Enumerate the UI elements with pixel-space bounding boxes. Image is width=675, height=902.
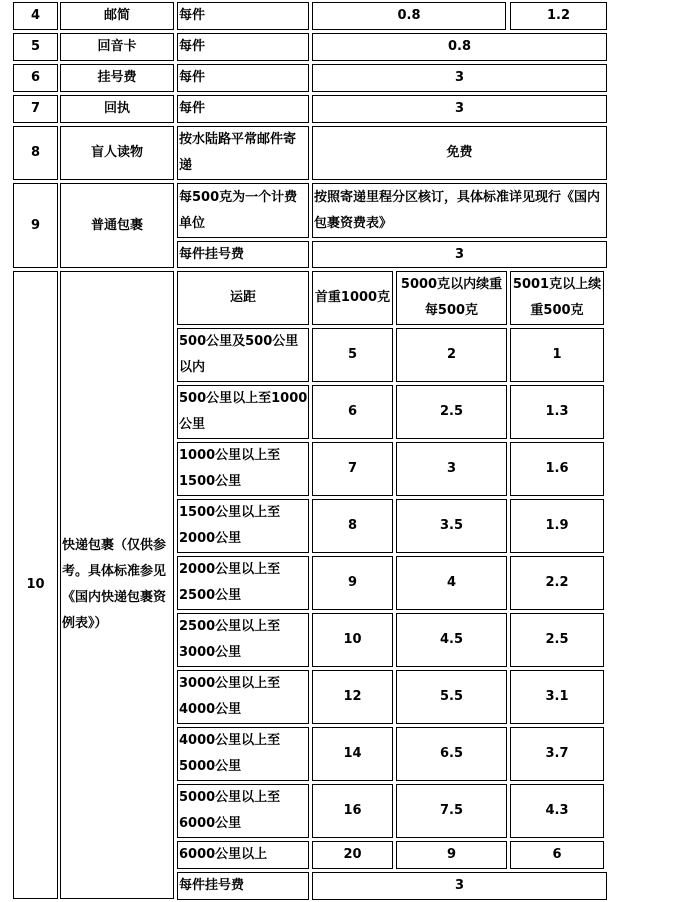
item-value bbox=[312, 95, 607, 123]
first-weight-cell bbox=[312, 670, 393, 724]
cell-text: 3000公里以上至4000公里 bbox=[179, 676, 281, 717]
cell-text: 4 bbox=[446, 575, 457, 590]
cell-text: 10 bbox=[26, 577, 45, 592]
cell-text: 1.2 bbox=[546, 8, 571, 23]
item-name bbox=[60, 183, 174, 268]
cell-text: 按水陆路平常邮件寄递 bbox=[179, 132, 297, 173]
cell-text: 1500公里以上至2000公里 bbox=[179, 505, 281, 546]
cell-text: 3 bbox=[454, 246, 465, 262]
cell-text: 5.5 bbox=[439, 689, 464, 704]
cell-text: 10 bbox=[343, 632, 362, 647]
row-number bbox=[13, 2, 58, 30]
cont5001-cell bbox=[510, 385, 604, 439]
cell-text: 每500克为一个计费单位 bbox=[179, 189, 298, 231]
cell-text: 7.5 bbox=[439, 803, 464, 818]
cell-text: 回执 bbox=[103, 101, 130, 116]
cell-text: 3 bbox=[454, 70, 465, 85]
cell-text: 6.5 bbox=[439, 746, 464, 761]
cont5001-cell bbox=[510, 613, 604, 667]
cont5001-cell bbox=[510, 670, 604, 724]
cell-text: 2500公里以上至3000公里 bbox=[179, 619, 281, 660]
cell-text: 3 bbox=[454, 101, 465, 116]
cell-text: 免费 bbox=[446, 145, 473, 160]
cell-text: 0.8 bbox=[447, 39, 472, 54]
cell-text: 0.8 bbox=[397, 8, 421, 23]
cell-text: 1.3 bbox=[545, 404, 569, 419]
cont5000-cell bbox=[396, 385, 507, 439]
cell-text: 7 bbox=[30, 101, 41, 116]
header-distance bbox=[177, 271, 309, 325]
distance-cell bbox=[177, 784, 309, 838]
row-number bbox=[13, 183, 58, 268]
cont5000-cell bbox=[396, 727, 507, 781]
cont5000-cell bbox=[396, 556, 507, 610]
item-unit bbox=[177, 126, 309, 180]
header-first-weight bbox=[312, 271, 393, 325]
cell-text: 2000公里以上至2500公里 bbox=[179, 562, 281, 603]
cell-text: 5001克以上续重500克 bbox=[512, 277, 602, 318]
distance-cell bbox=[177, 841, 309, 869]
cont5000-cell bbox=[396, 613, 507, 667]
cont5000-cell bbox=[396, 328, 507, 382]
cell-text: 6 bbox=[30, 70, 41, 85]
cell-text: 9 bbox=[347, 575, 358, 590]
item-unit bbox=[177, 2, 309, 30]
row-number bbox=[13, 126, 58, 180]
header-continued-5001 bbox=[510, 271, 604, 325]
cont5001-cell bbox=[510, 499, 604, 553]
cont5000-cell bbox=[396, 442, 507, 496]
cell-text: 3.1 bbox=[545, 689, 569, 704]
cell-text: 12 bbox=[343, 689, 362, 704]
cell-text: 16 bbox=[343, 803, 362, 818]
first-weight-cell bbox=[312, 442, 393, 496]
cell-text: 500公里以上至1000公里 bbox=[179, 391, 308, 432]
distance-cell bbox=[177, 385, 309, 439]
distance-cell bbox=[177, 442, 309, 496]
cell-text: 每件 bbox=[179, 70, 206, 85]
cell-text: 500公里及500公里以内 bbox=[179, 334, 299, 375]
cell-text: 4000公里以上至5000公里 bbox=[179, 733, 281, 774]
distance-cell bbox=[177, 556, 309, 610]
cont5000-cell bbox=[396, 670, 507, 724]
first-weight-cell bbox=[312, 784, 393, 838]
item-name bbox=[60, 64, 174, 92]
cell-text: 5 bbox=[30, 39, 41, 54]
cell-text: 4.3 bbox=[545, 803, 569, 818]
registration-fee-value bbox=[312, 872, 607, 900]
cell-text: 14 bbox=[343, 746, 362, 761]
cell-text: 4.5 bbox=[439, 632, 464, 647]
cont5001-cell bbox=[510, 556, 604, 610]
item-value bbox=[312, 126, 607, 180]
cell-text: 盲人读物 bbox=[90, 145, 143, 160]
cell-text: 4 bbox=[30, 8, 41, 23]
cell-text: 每件 bbox=[179, 8, 206, 23]
distance-cell bbox=[177, 727, 309, 781]
distance-cell bbox=[177, 670, 309, 724]
cont5001-cell bbox=[510, 442, 604, 496]
cont5001-cell bbox=[510, 784, 604, 838]
cell-text: 6 bbox=[347, 404, 358, 419]
cell-text: 3 bbox=[454, 878, 465, 893]
cell-text: 1000公里以上至1500公里 bbox=[179, 448, 281, 489]
cell-text: 每件挂号费 bbox=[179, 246, 245, 262]
distance-cell bbox=[177, 613, 309, 667]
cell-text: 8 bbox=[347, 518, 358, 533]
item-value bbox=[312, 64, 607, 92]
first-weight-cell bbox=[312, 328, 393, 382]
cell-text: 运距 bbox=[229, 290, 256, 305]
first-weight-cell bbox=[312, 499, 393, 553]
cell-text: 5000克以内续重每500克 bbox=[400, 277, 503, 318]
item-value bbox=[312, 2, 506, 30]
cell-text: 3.7 bbox=[545, 746, 569, 761]
registration-fee-label bbox=[177, 872, 309, 900]
registration-fee-label bbox=[177, 241, 309, 268]
cell-text: 每件 bbox=[179, 39, 206, 54]
first-weight-cell bbox=[312, 613, 393, 667]
cell-text: 6000公里以上 bbox=[179, 847, 268, 862]
item-name bbox=[60, 2, 174, 30]
cell-text: 1.9 bbox=[545, 518, 569, 533]
cell-text: 1 bbox=[552, 347, 562, 362]
cell-text: 2.5 bbox=[439, 404, 464, 419]
item-value bbox=[312, 183, 607, 238]
cell-text: 8 bbox=[30, 145, 41, 160]
cont5000-cell bbox=[396, 784, 507, 838]
item-unit bbox=[177, 183, 309, 238]
cell-text: 普通包裹 bbox=[90, 217, 143, 233]
item-name bbox=[60, 126, 174, 180]
cell-text: 7 bbox=[347, 461, 358, 476]
cell-text: 挂号费 bbox=[97, 70, 137, 85]
row-number bbox=[13, 33, 58, 61]
first-weight-cell bbox=[312, 385, 393, 439]
cell-text: 每件 bbox=[179, 101, 206, 116]
cell-text: 2.2 bbox=[545, 575, 569, 590]
cell-text: 3 bbox=[446, 461, 457, 476]
cell-text: 5 bbox=[347, 347, 358, 362]
first-weight-cell bbox=[312, 727, 393, 781]
header-continued-5000 bbox=[396, 271, 507, 325]
cell-text: 按照寄递里程分区核订，具体标准详见现行《国内包裹资费表》 bbox=[314, 189, 601, 231]
cell-text: 1.6 bbox=[545, 461, 569, 476]
distance-cell bbox=[177, 328, 309, 382]
item-unit bbox=[177, 64, 309, 92]
first-weight-cell bbox=[312, 556, 393, 610]
registration-fee-value bbox=[312, 241, 607, 268]
cont5001-cell bbox=[510, 328, 604, 382]
cell-text: 6 bbox=[552, 847, 562, 862]
cell-text: 回音卡 bbox=[97, 39, 137, 54]
cont5001-cell bbox=[510, 841, 604, 869]
cell-text: 9 bbox=[30, 217, 41, 233]
first-weight-cell bbox=[312, 841, 393, 869]
item-name bbox=[60, 271, 174, 899]
row-number bbox=[13, 95, 58, 123]
cell-text: 首重1000克 bbox=[314, 290, 391, 305]
cell-text: 每件挂号费 bbox=[179, 878, 245, 893]
cell-text: 快递包裹（仅供参考。具体标准参见《国内快递包裹资例表》） bbox=[62, 538, 167, 631]
cell-text: 9 bbox=[446, 847, 457, 862]
cell-text: 5000公里以上至6000公里 bbox=[179, 790, 281, 831]
item-value bbox=[510, 2, 607, 30]
row-number bbox=[13, 271, 58, 899]
cell-text: 2.5 bbox=[545, 632, 569, 647]
item-name bbox=[60, 33, 174, 61]
cell-text: 邮简 bbox=[103, 8, 130, 23]
item-unit bbox=[177, 33, 309, 61]
cont5000-cell bbox=[396, 499, 507, 553]
cell-text: 2 bbox=[446, 347, 457, 362]
row-number bbox=[13, 64, 58, 92]
item-name bbox=[60, 95, 174, 123]
item-value bbox=[312, 33, 607, 61]
cell-text: 20 bbox=[343, 847, 362, 862]
item-unit bbox=[177, 95, 309, 123]
cont5001-cell bbox=[510, 727, 604, 781]
cell-text: 3.5 bbox=[439, 518, 464, 533]
cont5000-cell bbox=[396, 841, 507, 869]
distance-cell bbox=[177, 499, 309, 553]
